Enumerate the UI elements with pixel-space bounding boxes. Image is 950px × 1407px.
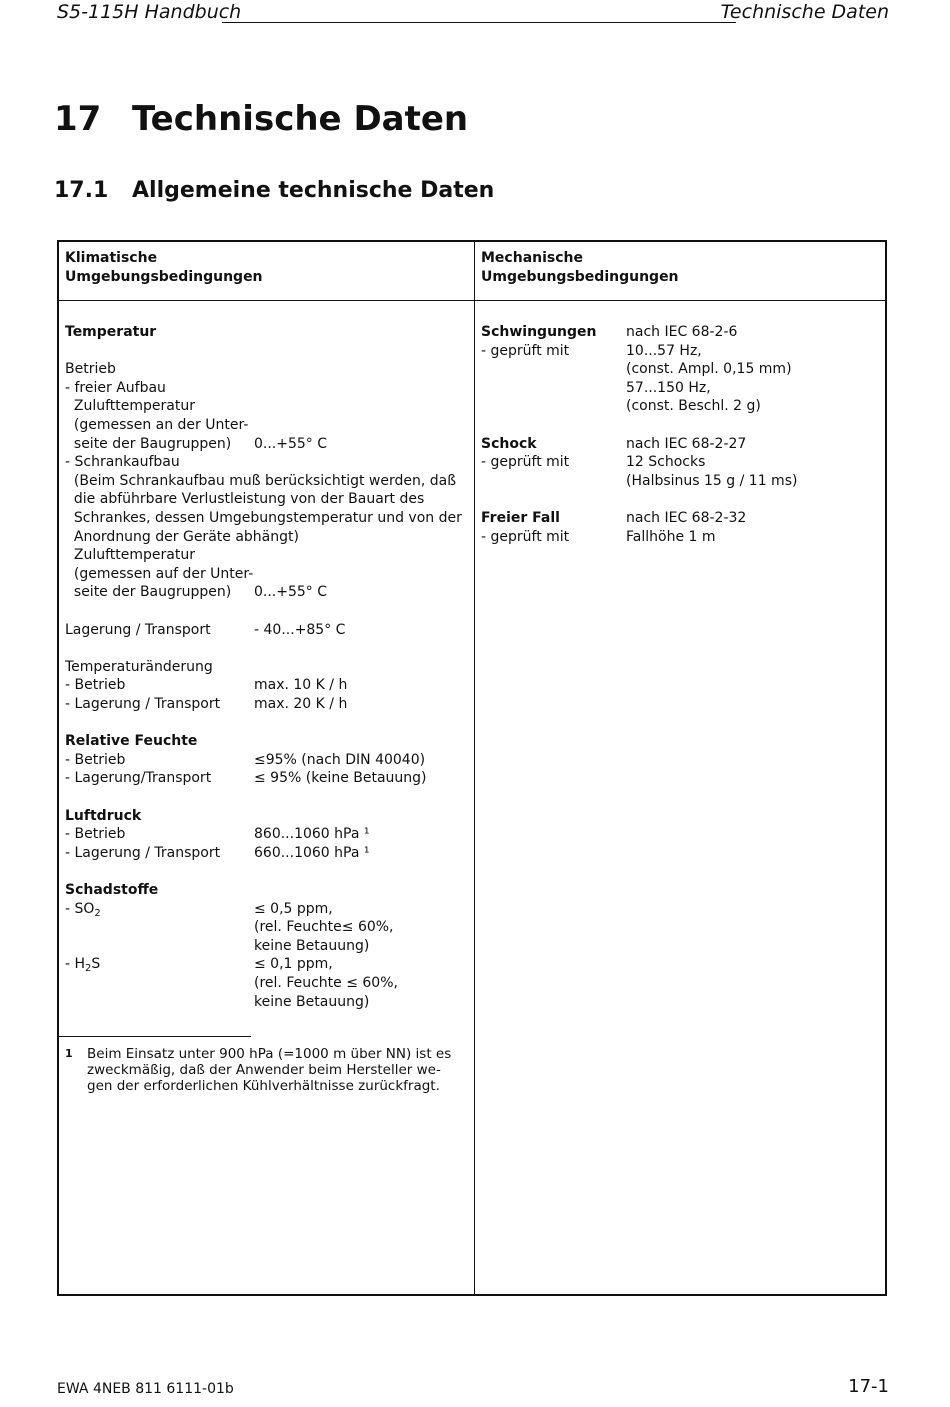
mechanical-spec-value: nach IEC 68-2-32 — [626, 510, 747, 526]
footnote-marker: 1 — [65, 1047, 73, 1060]
mechanical-spec-group-title: Schwingungen — [481, 324, 597, 340]
mechanical-spec-label: - geprüft mit — [481, 342, 570, 359]
mechanical-spec-value: (Halbsinus 15 g / 11 ms) — [626, 472, 798, 489]
mechanical-spec-value: 57...150 Hz, — [626, 379, 711, 396]
column-divider — [474, 242, 475, 1294]
climatic-spec-value: ≤ 0,5 ppm, — [254, 900, 333, 917]
climatic-spec-value: ≤95% (nach DIN 40040) — [254, 751, 426, 768]
climatic-spec-label: - freier Aufbau — [65, 379, 166, 396]
climatic-spec-label: - Lagerung/Transport — [65, 770, 212, 787]
climatic-spec-label: Zulufttemperatur — [65, 547, 195, 564]
running-header-title: S5-115H Handbuch — [57, 1, 242, 23]
climatic-spec-group-title: Luftdruck — [65, 807, 142, 824]
mechanical-spec-value: 12 Schocks — [626, 454, 706, 471]
mechanical-spec-group-title: Schock — [481, 435, 537, 452]
climatic-spec-label: Betrieb — [65, 361, 116, 378]
chapter-number: 17 — [54, 99, 102, 139]
section-title: Allgemeine technische Daten — [132, 178, 495, 203]
climatic-spec-value: - 40...+85° C — [254, 621, 346, 638]
climatic-spec-label: - Betrieb — [65, 677, 126, 694]
chapter-title: Technische Daten — [132, 99, 469, 139]
climatic-header-line: Umgebungsbedingungen — [65, 269, 263, 285]
climatic-spec-label: - Lagerung / Transport — [65, 844, 221, 861]
climatic-spec-label: seite der Baugruppen) — [65, 435, 232, 452]
climatic-spec-label: - Betrieb — [65, 826, 126, 843]
climatic-spec-label: die abführbare Verlustleistung von der Bauart des — [65, 491, 425, 508]
mechanical-spec-value: (const. Beschl. 2 g) — [626, 398, 761, 415]
climatic-spec-value: max. 10 K / h — [254, 677, 348, 694]
climatic-spec-value: 660...1060 hPa ¹ — [254, 844, 370, 861]
climatic-spec-value: 0...+55° C — [254, 435, 328, 452]
climatic-spec-value: ≤ 95% (keine Betauung) — [254, 770, 427, 787]
mechanical-header-line: Umgebungsbedingungen — [481, 269, 679, 285]
climatic-spec-value: 860...1060 hPa ¹ — [254, 826, 370, 843]
climatic-spec-value: (rel. Feuchte≤ 60%, — [254, 919, 394, 936]
mechanical-spec-value: nach IEC 68-2-27 — [626, 435, 747, 452]
climatic-spec-label: - Betrieb — [65, 751, 126, 768]
section-heading — [54, 177, 494, 205]
mechanical-spec-value: (const. Ampl. 0,15 mm) — [626, 361, 792, 378]
chapter-heading — [54, 98, 468, 140]
mechanical-spec-label: - geprüft mit — [481, 528, 570, 545]
mechanical-spec-label: - geprüft mit — [481, 454, 570, 471]
mechanical-spec-group-title: Freier Fall — [481, 510, 560, 526]
mechanical-spec-value: 10...57 Hz, — [626, 342, 702, 359]
section-number: 17.1 — [54, 178, 109, 203]
climatic-spec-value: max. 20 K / h — [254, 696, 348, 712]
mechanical-spec-value: Fallhöhe 1 m — [626, 528, 716, 545]
footnote-rule — [59, 1036, 251, 1037]
subscript: 2 — [94, 907, 101, 919]
page-number: 17-1 — [848, 1376, 889, 1397]
climatic-spec-value: keine Betauung) — [254, 937, 370, 954]
climatic-spec-value: 0...+55° C — [254, 584, 328, 601]
running-header-section: Technische Daten — [720, 1, 889, 23]
mechanical-header-line: Mechanische — [481, 250, 583, 266]
climatic-spec-label: Zulufttemperatur — [65, 398, 195, 415]
mechanical-spec-value: nach IEC 68-2-6 — [626, 324, 738, 340]
climatic-header-line: Klimatische — [65, 250, 158, 266]
document-number: EWA 4NEB 811 6111-01b — [57, 1381, 234, 1397]
climatic-column-header — [65, 249, 263, 287]
climatic-spec-value: (rel. Feuchte ≤ 60%, — [254, 975, 398, 991]
climatic-spec-label: Anordnung der Geräte abhängt) — [65, 528, 299, 545]
climatic-spec-label: (Beim Schrankaufbau muß berücksichtigt werden, daß — [65, 472, 457, 489]
climatic-spec-label: Lagerung / Transport — [65, 621, 211, 638]
climatic-spec-value: keine Betauung) — [254, 993, 370, 1010]
climatic-spec-value: ≤ 0,1 ppm, — [254, 956, 333, 973]
climatic-spec-label: - Lagerung / Transport — [65, 696, 221, 712]
climatic-spec-label: (gemessen auf der Unter- — [65, 565, 254, 582]
climatic-spec-group-title: Relative Feuchte — [65, 733, 198, 750]
specs-table — [57, 240, 887, 1296]
climatic-spec-group-title: Schadstoffe — [65, 882, 159, 898]
climatic-spec-label: - $SO_2$ — [65, 900, 101, 919]
climatic-spec-label: seite der Baugruppen) — [65, 584, 232, 601]
header-divider — [59, 300, 885, 301]
climatic-spec-label: Schrankes, dessen Umgebungstemperatur und von der — [65, 510, 462, 526]
mechanical-column-header — [481, 249, 679, 287]
footnote-text: Beim Einsatz unter 900 hPa (=1000 m über NN) ist es zweckmäßig, daß der Anwender beim Hersteller we- gen der erforderlichen Kühlverhältnisse zurückfragt. — [87, 1046, 452, 1094]
climatic-spec-group-title: Temperatur — [65, 324, 157, 340]
climatic-spec-label: Temperaturänderung — [65, 658, 213, 675]
climatic-spec-label: - Schrankaufbau — [65, 454, 180, 471]
header-rule — [222, 22, 736, 23]
climatic-spec-label: (gemessen an der Unter- — [65, 417, 249, 433]
subscript: 2 — [85, 963, 92, 975]
climatic-spec-label: - $H_2S$ — [65, 956, 101, 975]
